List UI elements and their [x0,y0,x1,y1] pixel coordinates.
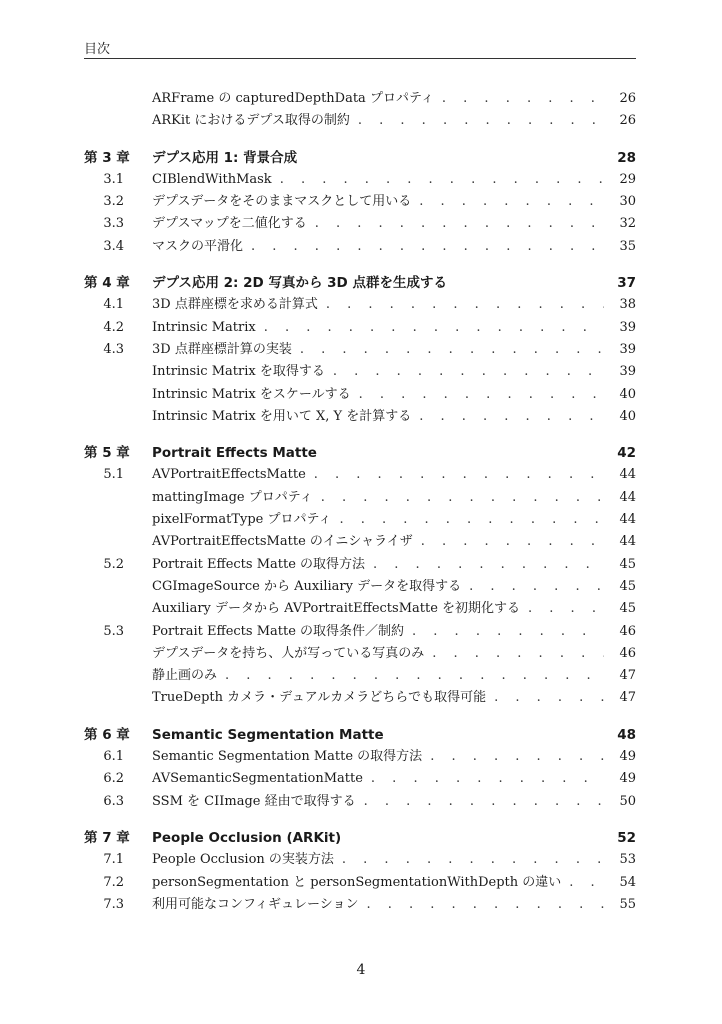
page-ref: 30 [619,194,636,210]
page-ref: 54 [619,874,636,890]
entry-title: 3D 点群座標を求める計算式 [152,297,318,313]
entry-title: Semantic Segmentation Matte の取得方法 [152,749,423,765]
entry-title: People Occlusion の実装方法 [152,852,334,868]
dot-leader [366,894,604,916]
dot-leader [314,464,604,486]
toc-chapter-entry[interactable] [84,827,636,849]
toc-entry[interactable] [84,294,636,316]
page-ref: 39 [619,319,636,335]
page-ref: 46 [619,645,636,661]
section-number: 6.1 [103,749,124,765]
page-ref: 49 [619,749,636,765]
toc-entry[interactable] [84,464,636,486]
entry-title: AVPortraitEffectsMatte [152,467,306,483]
running-header: 目次 [84,42,111,57]
entry-title: Portrait Effects Matte の取得条件／制約 [152,623,405,639]
entry-title: 3D 点群座標計算の実装 [152,341,292,357]
toc-entry[interactable] [84,487,636,509]
entry-title: Semantic Segmentation Matte [152,726,384,743]
dot-leader [300,339,604,361]
section-number: 7.2 [103,874,124,890]
page-ref: 44 [619,467,636,483]
entry-title: AVSemanticSegmentationMatte [152,771,363,787]
page-ref: 35 [619,238,636,254]
page-ref: 47 [619,668,636,684]
entry-title: People Occlusion (ARKit) [152,829,342,846]
entry-title: Intrinsic Matrix [152,319,256,335]
toc-entry[interactable] [84,872,636,894]
dot-leader [419,406,604,428]
toc-entry[interactable] [84,665,636,687]
page-ref: 44 [619,512,636,528]
chapter-number: 第 4 章 [84,275,130,292]
entry-title: ARFrame の capturedDepthData プロパティ [152,91,434,106]
chapter-number: 第 3 章 [84,149,130,166]
section-number: 6.2 [103,771,124,787]
page-ref: 26 [619,91,636,106]
dot-leader [494,687,604,709]
toc-entry[interactable] [84,598,636,620]
chapter-number: 第 7 章 [84,829,130,846]
dot-leader [333,361,604,383]
dot-leader [225,665,604,687]
entry-title: CGImageSource から Auxiliary データを取得する [152,578,462,594]
toc-entry[interactable] [84,687,636,709]
entry-title: マスクの平滑化 [152,238,244,254]
toc-chapter-entry[interactable] [84,147,636,169]
dot-leader [280,169,604,191]
toc-entry[interactable] [84,791,636,813]
section-number: 4.1 [103,297,124,313]
toc-entry[interactable] [84,110,636,132]
section-number: 4.3 [103,341,124,357]
page-ref: 45 [619,556,636,572]
section-number: 3.4 [103,238,124,254]
entry-title: AVPortraitEffectsMatte のイニシャライザ [152,534,413,550]
page-ref: 45 [619,578,636,594]
page-ref: 39 [619,364,636,380]
section-number: 3.3 [103,216,124,232]
entry-title: ARKit におけるデプス取得の制約 [152,113,350,129]
entry-title: personSegmentation と personSegmentationWithDepth の違い [152,874,562,890]
page-ref: 28 [617,149,636,166]
entry-title: デプスデータをそのままマスクとして用いる [152,194,412,210]
toc-entry[interactable] [84,213,636,235]
page-ref: 47 [619,690,636,706]
dot-leader [430,746,604,768]
dot-leader [432,643,604,665]
section-number: 7.1 [103,852,124,868]
dot-leader [469,576,604,598]
page-ref: 50 [619,793,636,809]
toc-entry[interactable] [84,768,636,790]
dot-leader [364,791,604,813]
toc-entry[interactable] [84,236,636,258]
toc-entry[interactable] [84,576,636,598]
dot-leader [373,554,604,576]
toc-entry[interactable] [84,509,636,531]
section-number: 3.1 [103,171,124,187]
toc-entry[interactable] [84,621,636,643]
page-ref: 49 [619,771,636,787]
dot-leader [264,317,604,339]
dot-leader [321,487,604,509]
section-number: 5.1 [103,467,124,483]
toc-entry[interactable] [84,894,636,916]
page-ref: 46 [619,623,636,639]
page-ref: 45 [619,601,636,617]
dot-leader [358,110,604,132]
dot-leader [315,213,604,235]
dot-leader [326,294,604,316]
entry-title: SSM を CIImage 経由で取得する [152,793,356,809]
toc-entry[interactable] [84,531,636,553]
dot-leader [339,509,604,531]
dot-leader [342,849,604,871]
page-number: 4 [356,962,366,978]
entry-title: 利用可能なコンフィギュレーション [152,896,359,912]
toc-chapter-entry[interactable] [84,272,636,294]
page-ref: 48 [617,726,636,743]
page-ref: 38 [619,297,636,313]
page-ref: 40 [619,408,636,424]
section-number: 4.2 [103,319,124,335]
toc-entry[interactable] [84,191,636,213]
page-ref: 44 [619,489,636,505]
dot-leader [421,531,604,553]
toc-entry[interactable] [84,849,636,871]
page-ref: 53 [619,852,636,868]
entry-title: デプスマップを二値化する [152,216,307,232]
entry-title: デプス応用 1: 背景合成 [152,149,298,166]
page-ref: 26 [619,113,636,129]
toc-entry[interactable] [84,317,636,339]
page-ref: 42 [617,445,636,462]
toc-entry[interactable] [84,361,636,383]
entry-title: デプス応用 2: 2D 写真から 3D 点群を生成する [152,275,447,292]
entry-title: TrueDepth カメラ・デュアルカメラどちらでも取得可能 [152,690,487,706]
page-ref: 39 [619,341,636,357]
section-number: 7.3 [103,896,124,912]
dot-leader [371,768,604,790]
dot-leader [251,236,604,258]
toc-entry[interactable] [84,384,636,406]
entry-title: Portrait Effects Matte [152,445,317,462]
chapter-number: 第 6 章 [84,726,130,743]
entry-title: 静止画のみ [152,668,218,684]
entry-title: Auxiliary データから AVPortraitEffectsMatte を初期化する [152,601,521,617]
entry-title: pixelFormatType プロパティ [152,512,332,528]
page-ref: 40 [619,386,636,402]
toc-entry[interactable] [84,406,636,428]
toc-chapter-entry[interactable] [84,442,636,464]
header-rule [84,58,636,59]
chapter-number: 第 5 章 [84,445,130,462]
entry-title: Intrinsic Matrix をスケールする [152,386,351,402]
section-number: 5.3 [103,623,124,639]
entry-title: Portrait Effects Matte の取得方法 [152,556,366,572]
entry-title: デプスデータを持ち、人が写っている写真のみ [152,645,425,661]
dot-leader [528,598,604,620]
toc-entry[interactable] [84,554,636,576]
entry-title: CIBlendWithMask [152,171,272,187]
toc-entry[interactable] [84,88,636,110]
entry-title: Intrinsic Matrix を用いて X, Y を計算する [152,408,412,424]
toc-entry[interactable] [84,169,636,191]
page-ref: 37 [617,275,636,292]
toc-entry[interactable] [84,339,636,361]
page-ref: 29 [619,171,636,187]
section-number: 5.2 [103,556,124,572]
dot-leader [569,872,604,894]
table-of-contents [84,88,636,916]
dot-leader [412,621,604,643]
dot-leader [359,384,604,406]
page-ref: 32 [619,216,636,232]
section-number: 6.3 [103,793,124,809]
section-number: 3.2 [103,194,124,210]
entry-title: Intrinsic Matrix を取得する [152,364,325,380]
page-ref: 55 [619,896,636,912]
page-ref: 52 [617,829,636,846]
dot-leader [419,191,604,213]
toc-entry[interactable] [84,643,636,665]
toc-entry[interactable] [84,746,636,768]
toc-chapter-entry[interactable] [84,724,636,746]
dot-leader [442,88,604,110]
page-ref: 44 [619,534,636,550]
entry-title: mattingImage プロパティ [152,489,313,505]
